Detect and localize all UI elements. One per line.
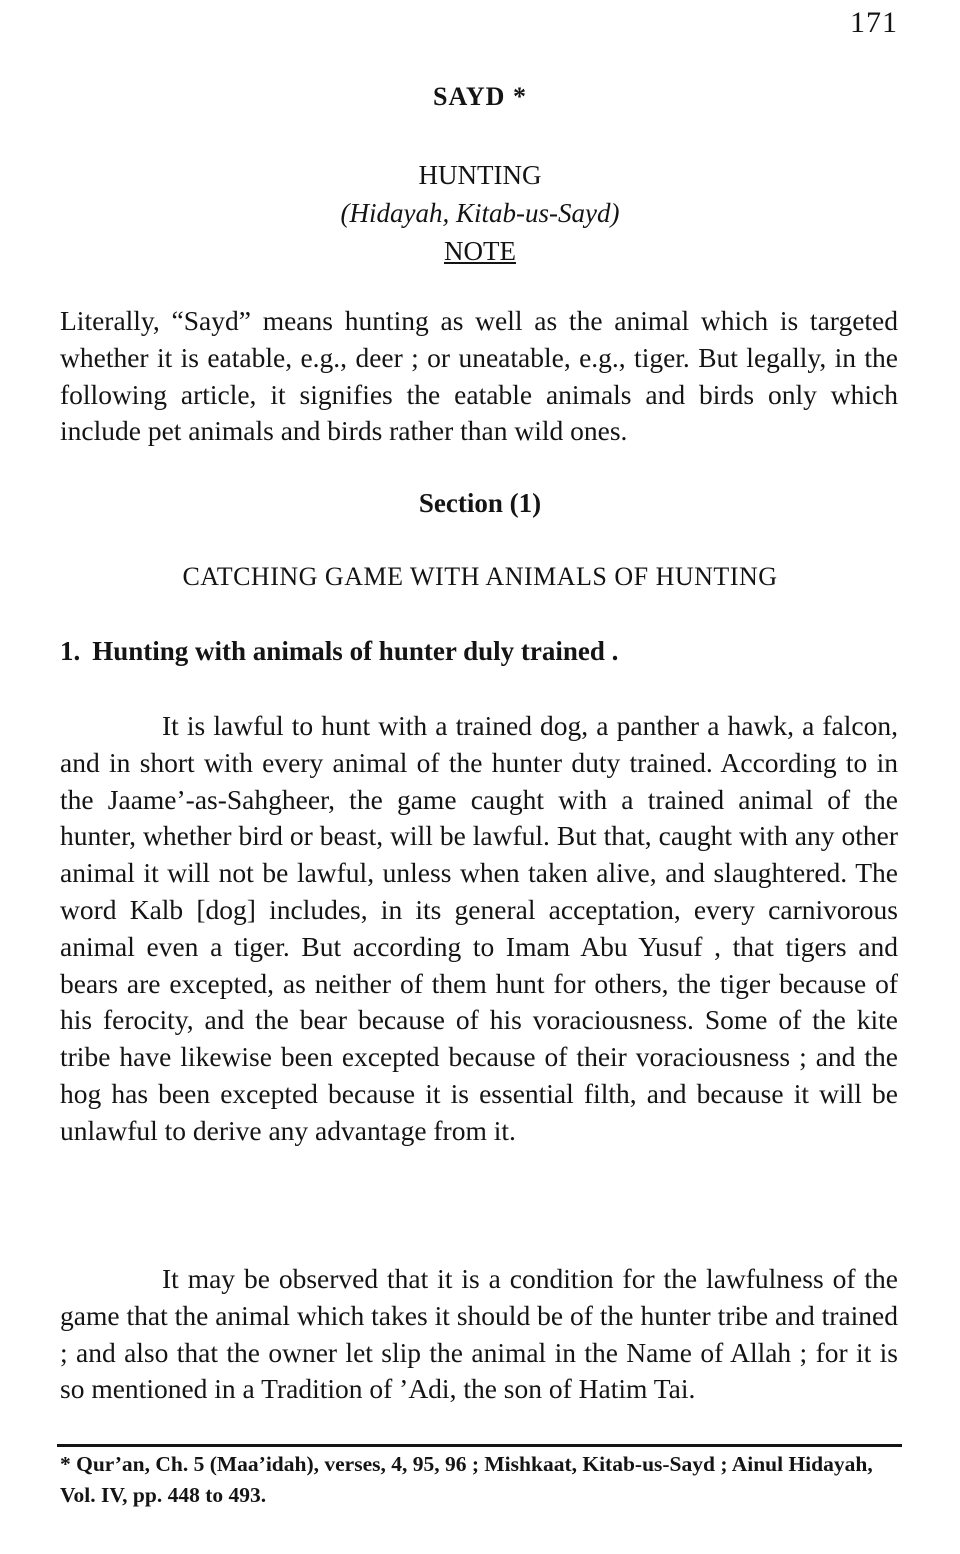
page-number: 171 (850, 6, 898, 39)
note-paragraph: Literally, “Sayd” means hunting as well as the animal which is targeted whether it is eatable, e.g., deer ; or uneatable, e.g., tiger. But legally, in the following article, it signifies the eatable animals and birds only which include pet animals and birds rather than wild ones. (60, 305, 898, 447)
subtitle-source: (Hidayah, Kitab-us-Sayd) (340, 198, 620, 228)
chapter-heading: CATCHING GAME WITH ANIMALS OF HUNTING (182, 562, 778, 591)
footnote: * Qur’an, Ch. 5 (Maa’idah), verses, 4, 95, 96 ; Mishkaat, Kitab-us-Sayd ; Ainul Hidayah, Vol. IV, pp. 448 to 493. (60, 1452, 873, 1507)
subtitle-hunting: HUNTING (418, 160, 542, 190)
subtitle-block (0, 156, 960, 270)
section-heading: Section (1) (418, 488, 542, 518)
body-paragraph-2: It may be observed that it is a condition for the lawfulness of the game that the animal which takes it should be of the hunter tribe and trained ; and also that the owner let slip the animal in the Name of Allah ; for it is so mentioned in a Tradition of ’Adi, the son of Hatim Tai. (60, 1263, 898, 1405)
footnote-divider (57, 1444, 902, 1447)
subtitle-note: NOTE (444, 236, 516, 266)
page-title: SAYD * (433, 82, 527, 111)
rule-number: 1. (60, 636, 81, 666)
rule-text: Hunting with animals of hunter duly trained . (92, 636, 619, 666)
rule-heading (60, 636, 618, 667)
body-paragraph-1: It is lawful to hunt with a trained dog, a panther a hawk, a falcon, and in short with every animal of the hunter duty trained. According to in the Jaame’-as-Sahgheer, the game caught with a trained animal of the hunter, whether bird or beast, will be lawful. But that, caught with any other animal it will not be lawful, unless when taken alive, and slaughtered. The word Kalb [dog] includes, in its general acceptation, every carnivorous animal even a tiger. But according to Imam Abu Yusuf , that tigers and bears are excepted, as neither of them hunt for others, the tiger because of his ferocity, and the bear because of his voraciousness. Some of the kite tribe have likewise been excepted because of their voraciousness ; and the hog has been excepted because it is essential filth, and because it will be unlawful to derive any advantage from it. (60, 710, 898, 1146)
